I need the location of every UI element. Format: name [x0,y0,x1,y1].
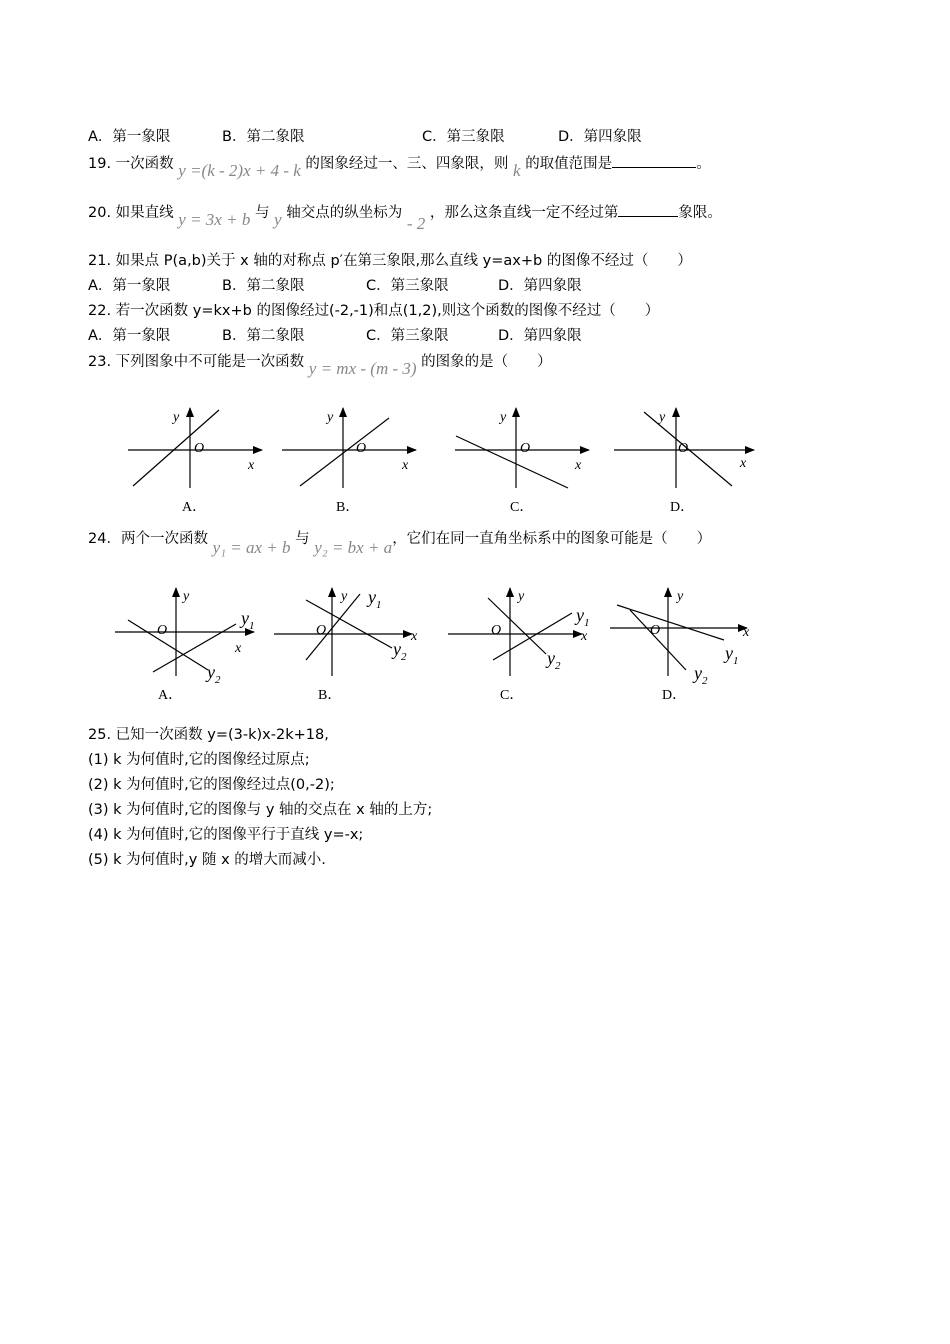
q24-d-x-label: x [743,625,750,640]
q24-b-y-label: y [341,589,348,604]
q23-c-caption: C． [510,500,534,515]
q24-c-y-label: y [518,589,525,604]
q24-a-origin-label: O [157,623,168,638]
q19-text-post: 的取值范围是 [525,156,613,172]
q24-text-post: ，它们在同一直角坐标系中的图象可能是（ ） [392,531,712,547]
q23-a-caption: A． [182,500,207,515]
option-d: D．第四象限 [498,328,582,344]
q23-c-y-label: y [500,410,507,425]
q24-b-y1-label: $y_1$ [368,587,382,611]
option-d: D．第四象限 [498,278,582,294]
q20-value: - 2 [406,214,426,233]
q23-d-caption: D． [670,500,695,515]
question-25-title: 25. 已知一次函数 y=(3-k)x-2k+18, [88,727,329,743]
q24-graph-c [448,588,582,676]
q24-c-origin-label: O [491,623,502,638]
q24-d-origin-label: O [650,623,661,638]
option-a: A．第一象限 [88,328,171,344]
q25-item-4: (4) k 为何值时,它的图像平行于直线 y=-x; [88,827,364,843]
q24-formula-2: y₂ = bx + a [314,538,393,557]
question-22: 22. 若一次函数 y=kx+b 的图像经过(-2,-1)和点(1,2),则这个函数的图像不经过（ ） [88,303,660,319]
q20-text-mid2: 轴交点的纵坐标为 [286,205,403,221]
q23-c-x-label: x [575,458,582,473]
option-b: B．第二象限 [222,278,305,294]
q23-d-y-label: y [659,410,666,425]
q25-item-2: (2) k 为何值时,它的图像经过点(0,-2); [88,777,335,793]
q23-b-caption: B． [336,500,360,515]
q24-formula-1: y₁ = ax + b [212,538,291,557]
q20-text-pre: 20. 如果直线 [88,205,174,221]
q24-c-y1-label: $y_1$ [576,605,590,629]
question-24 [88,528,712,557]
q23-text-post: 的图象的是（ ） [421,354,552,370]
q23-formula: y = mx - (m - 3) [308,359,417,378]
q23-b-y-label: y [327,410,334,425]
q23-a-origin-label: O [194,441,205,456]
option-c: C．第三象限 [366,278,449,294]
q20-text-mid1: 与 [254,205,270,221]
q24-d-y2-label: $y_2$ [694,663,708,687]
q24-a-x-label: x [235,641,242,656]
option-a: A．第一象限 [88,129,171,145]
q25-item-3: (3) k 为何值时,它的图像与 y 轴的交点在 x 轴的上方; [88,802,433,818]
q24-d-y1-label: $y_1$ [725,643,739,667]
q24-a-y-label: y [183,589,190,604]
q24-b-x-label: x [411,629,418,644]
q20-formula: y = 3x + b [178,210,251,229]
q23-d-origin-label: O [678,441,689,456]
option-c: C．第三象限 [422,129,505,145]
q24-a-y1-label: $y_1$ [241,608,255,632]
q20-text-mid3: ，那么这条直线一定不经过第 [429,205,619,221]
q24-c-y2-label: $y_2$ [547,648,561,672]
q24-b-y2-label: $y_2$ [393,639,407,663]
q23-d-x-label: x [740,456,747,471]
q23-c-origin-label: O [520,441,531,456]
q24-a-y2-label: $y_2$ [207,662,221,686]
q25-item-1: (1) k 为何值时,它的图像经过原点; [88,752,310,768]
q24-d-y-label: y [677,589,684,604]
q19-formula: y =(k - 2)x + 4 - k [178,161,301,180]
q20-end: 象限。 [678,205,722,221]
q23-text-pre: 23. 下列图象中不可能是一次函数 [88,354,305,370]
q19-text-pre: 19. 一次函数 [88,156,174,172]
option-a: A．第一象限 [88,278,171,294]
q23-a-x-label: x [248,458,255,473]
q23-b-x-label: x [402,458,409,473]
q24-b-caption: B． [318,688,342,703]
q24-c-caption: C． [500,688,524,703]
option-d: D．第四象限 [558,129,642,145]
question-21: 21. 如果点 P(a,b)关于 x 轴的对称点 p′在第三象限,那么直线 y=ax+b 的图像不经过（ ） [88,253,692,269]
q24-text-mid: 与 [295,531,310,547]
q24-a-caption: A． [158,688,183,703]
q19-text-mid: 的图象经过一、三、四象限，则 [305,156,509,172]
q19-end: 。 [696,156,711,172]
q23-b-origin-label: O [356,441,367,456]
option-b: B．第二象限 [222,328,305,344]
q24-c-x-label: x [581,629,588,644]
q23-graph-b [282,408,416,488]
q20-var-y: y [274,210,282,229]
q25-item-5: (5) k 为何值时,y 随 x 的增大而减小. [88,852,326,868]
q24-text-pre: 24．两个一次函数 [88,531,208,547]
option-b: B．第二象限 [222,129,305,145]
q19-var-k: k [513,161,521,180]
q24-d-caption: D． [662,688,687,703]
q23-a-y-label: y [173,410,180,425]
option-c: C．第三象限 [366,328,449,344]
q24-b-origin-label: O [316,623,327,638]
